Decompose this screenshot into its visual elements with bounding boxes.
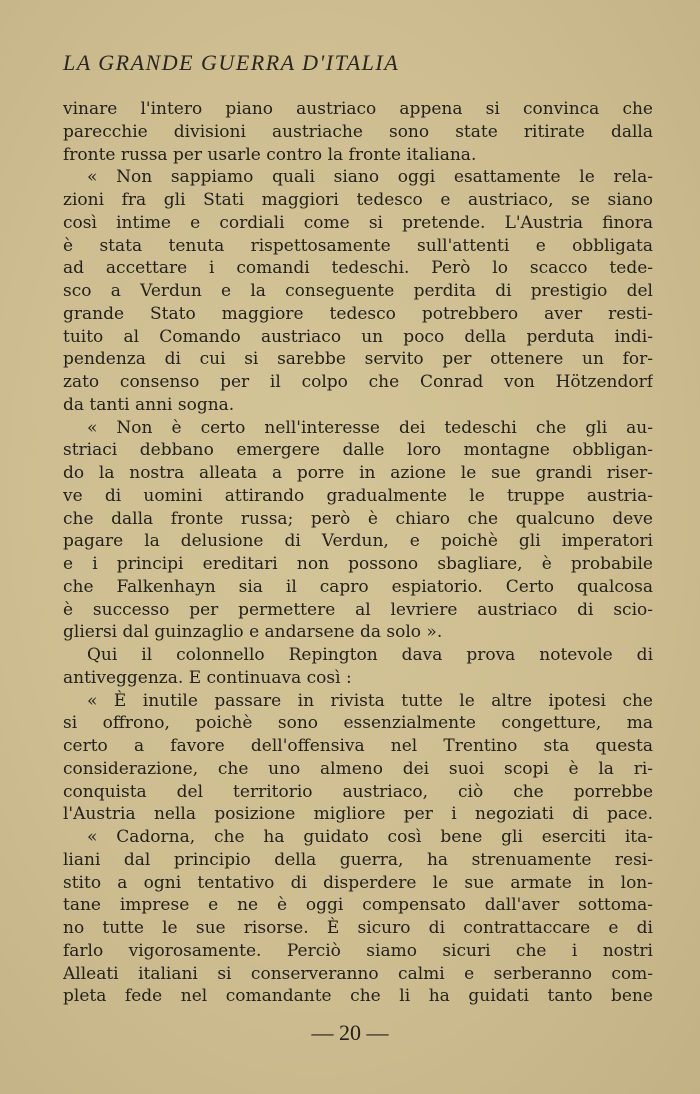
- text-line: sco a Verdun e la conseguente perdita di prestigio del: [63, 281, 653, 301]
- text-line: pagare la delusione di Verdun, e poichè gli imperatori: [63, 531, 653, 552]
- text-line: stito a ogni tentativo di disperdere le sue armate in lon-: [63, 872, 653, 893]
- text-line: tane imprese e ne è oggi compensato dall'aver sottoma-: [63, 895, 653, 916]
- running-title: LA GRANDE GUERRA D'ITALIA: [63, 50, 400, 75]
- text-line: ad accettare i comandi tedeschi. Però lo scacco tede-: [63, 258, 653, 279]
- body-text: [63, 98, 653, 1008]
- text-line: gliersi dal guinzaglio e andarsene da solo ».: [63, 622, 443, 643]
- text-line: striaci debbano emergere dalle loro montagne obbligan-: [63, 440, 653, 461]
- text-line: che Falkenhayn sia il capro espiatorio. Certo qualcosa: [63, 576, 653, 597]
- text-line: da tanti anni sogna.: [63, 394, 235, 415]
- text-line: così intime e cordiali come si pretende. L'Austria finora: [63, 212, 653, 233]
- text-line: liani dal principio della guerra, ha strenuamente resi-: [63, 849, 653, 870]
- text-line: vinare l'intero piano austriaco appena si convinca che: [63, 99, 653, 119]
- text-line: « È inutile passare in rivista tutte le altre ipotesi che: [87, 690, 653, 711]
- text-line: tuito al Comando austriaco un poco della perduta indi-: [63, 326, 653, 347]
- text-line: do la nostra alleata a porre in azione le sue grandi riser-: [63, 463, 653, 483]
- text-line: grande Stato maggiore tedesco potrebbero aver resti-: [63, 303, 653, 324]
- text-line: pendenza di cui si sarebbe servito per ottenere un for-: [63, 349, 653, 370]
- text-line: che dalla fronte russa; però è chiaro che qualcuno deve: [63, 508, 653, 529]
- text-line: « Cadorna, che ha guidato così bene gli eserciti ita-: [87, 827, 653, 847]
- text-line: considerazione, che uno almeno dei suoi scopi è la ri-: [63, 758, 653, 779]
- text-line: farlo vigorosamente. Perciò siamo sicuri che i nostri: [63, 940, 653, 961]
- text-line: « Non è certo nell'interesse dei tedeschi che gli au-: [87, 417, 653, 438]
- text-line: zato consenso per il colpo che Conrad von Hötzendorf: [63, 372, 653, 392]
- text-line: ve di uomini attirando gradualmente le truppe austria-: [63, 485, 653, 506]
- text-line: parecchie divisioni austriache sono state ritirate dalla: [63, 121, 653, 142]
- text-line: fronte russa per usarle contro la fronte italiana.: [63, 144, 477, 165]
- text-line: è stata tenuta rispettosamente sull'attenti e obbligata: [63, 235, 653, 256]
- text-line: si offrono, poichè sono essenzialmente congetture, ma: [63, 713, 653, 734]
- text-line: no tutte le sue risorse. È sicuro di contrattaccare e di: [63, 918, 653, 938]
- text-line: certo a favore dell'offensiva nel Trentino sta questa: [63, 736, 653, 756]
- text-line: conquista del territorio austriaco, ciò che porrebbe: [63, 781, 653, 802]
- text-line: Alleati italiani si conserveranno calmi e serberanno com-: [63, 963, 653, 984]
- text-line: antiveggenza. E continuava così :: [63, 667, 352, 688]
- text-line: « Non sappiamo quali siano oggi esattamente le rela-: [87, 167, 653, 188]
- text-line: l'Austria nella posizione migliore per i negoziati di pace.: [63, 804, 653, 825]
- text-line: Qui il colonnello Repington dava prova notevole di: [87, 645, 653, 665]
- text-line: zioni fra gli Stati maggiori tedesco e austriaco, se siano: [63, 190, 653, 210]
- text-line: è successo per permettere al levriere austriaco di scio-: [63, 599, 653, 620]
- page-number: — 20 —: [311, 1020, 389, 1045]
- text-line: pleta fede nel comandante che li ha guidati tanto bene: [63, 986, 653, 1007]
- text-line: e i principi ereditari non possono sbagliare, è probabile: [63, 554, 653, 574]
